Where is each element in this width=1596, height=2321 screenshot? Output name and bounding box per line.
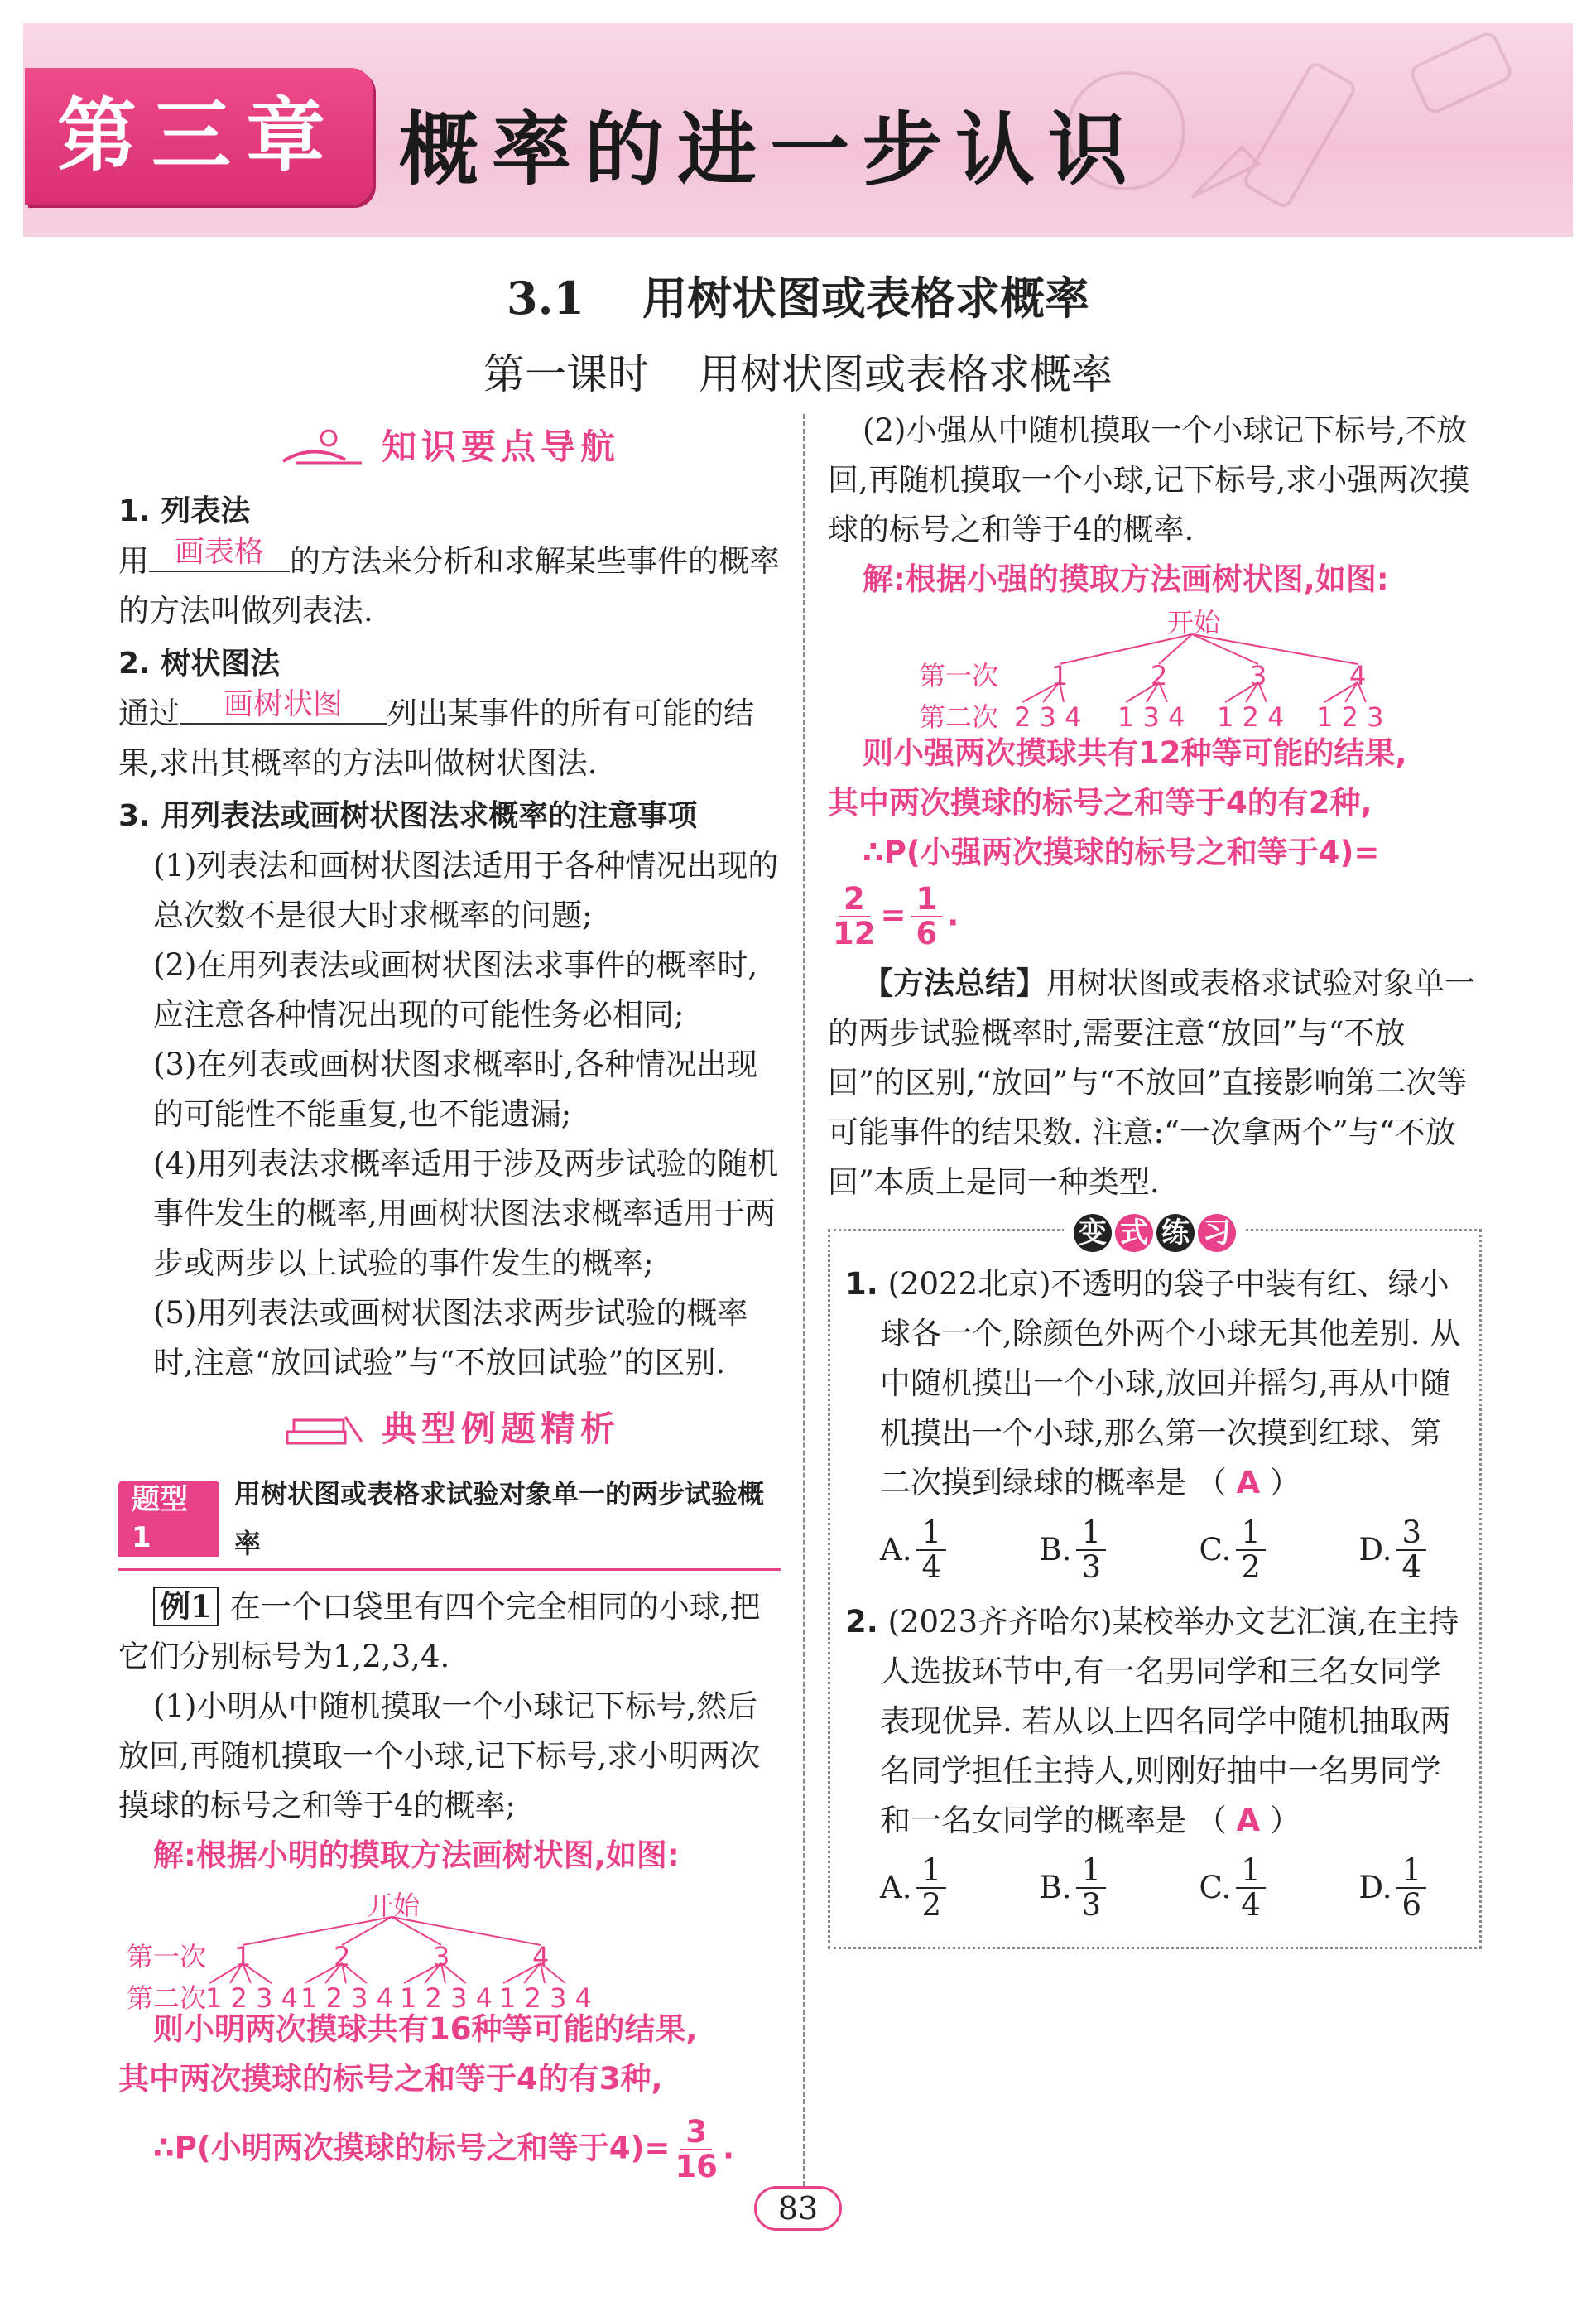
option[interactable]: D. $\frac{3}{4}$ [1358,1516,1431,1584]
tree-level-2: 第二次 [919,701,999,733]
method-summary: 【方法总结】用树状图或表格求试验对象单一的两步试验概率时,需要注意“放回”与“不放回”的区别,“放回”与“不放回”直接影响第二次等可能事件的结果数. 注意:“一次拿两个”与“不放回”本质上是同一种类型. [828,965,1475,1200]
solution-line: 其中两次摸球的标号之和等于4的有3种, [118,2061,663,2097]
item-title: 1. 列表法 [118,494,251,528]
examples-heading: 典型例题精析 [118,1404,781,1454]
chapter-number: 第三章 [25,68,373,205]
options-1 [845,1508,1464,1597]
tree-node: 3 [1250,660,1267,691]
solution-line: 则小强两次摸球共有12种等可能的结果, [863,735,1407,771]
solution-line: 其中两次摸球的标号之和等于4的有2种, [828,785,1372,821]
page-number: 83 [0,2186,1596,2231]
tree-node: 2 [334,1941,351,1972]
tree-level-1: 第一次 [127,1941,207,1972]
tree-start: 开始 [1167,607,1221,638]
lesson-title [0,341,1596,401]
knowledge-heading: 知识要点导航 [118,422,781,472]
option[interactable]: B. $\frac{1}{3}$ [1040,1854,1112,1922]
tree-leaves: 1 2 3 [1316,701,1384,733]
note-item: (1)列表法和画树状图法适用于各种情况出现的总次数不是很大时求概率的问题; [153,848,779,933]
section-name: 用树状图或表格求概率 [642,272,1089,325]
chapter-title: 概率的进一步认识 [399,104,1141,196]
practice-question-1: 1. (2022北京)不透明的袋子中装有红、绿小球各一个,除颜色外两个小球无其他差别. 从中随机摸出一个小球,放回并摇匀,再从中随机摸出一个小球,那么第一次摸到红球、第二次摸到绿球的概率是 （ A ） [845,1266,1461,1500]
tree-node: 1 [1051,660,1069,691]
type-text: 用树状图或表格求试验对象单一的两步试验概率 [234,1478,765,1559]
left-column [118,422,781,2184]
tree-leaves: 1 3 4 [1118,701,1185,733]
note-item: (3)在列表或画树状图求概率时,各种情况出现的可能性不能重复,也不能遗漏; [153,1047,758,1132]
type-tag: 题型1 [118,1481,219,1557]
example-question-2: (2)小强从中随机摸取一个小球记下标号,不放回,再随机摸取一个小球,记下标号,求小强两次摸球的标号之和等于4的概率. [828,412,1470,547]
section-title [0,263,1596,327]
fraction-denominator: 16 [675,2149,718,2184]
tree-diagram-2 [828,604,1482,733]
reading-girl-icon [279,426,370,468]
tree-leaves: 1 2 3 4 [499,1982,592,2014]
tree-start: 开始 [367,1890,421,1921]
practice-tag: 变 式 练 习 [1064,1208,1246,1258]
solution-line: 则小明两次摸球共有16种等可能的结果, [153,2011,698,2047]
solution-fraction: $\frac{2}{12}$ = $\frac{1}{6}$ . [833,881,959,951]
tree-node: 1 [234,1941,252,1972]
tree-leaves: 1 2 3 4 [205,1982,298,2014]
tree-leaves: 2 3 4 [1014,701,1082,733]
question-type-bar [118,1469,781,1571]
practice-question-2: 2. (2023齐齐哈尔)某校举办文艺汇演,在主持人选拔环节中,有一名男同学和三名女同学表现优异. 若从以上四名同学中随机抽取两名同学担任主持人,则刚好抽中一名男同学和一名女同学的概率是 （ A ） [845,1604,1459,1838]
option[interactable]: B. $\frac{1}{3}$ [1040,1516,1112,1584]
column-divider [803,414,805,2186]
solution-intro: 解:根据小明的摸取方法画树状图,如图: [153,1837,680,1873]
tree-node: 4 [1349,660,1367,691]
item-text: 用 画表格 的方法来分析和求解某些事件的概率的方法叫做列表法. [118,535,780,628]
tree-leaves: 1 2 4 [1217,701,1285,733]
tree-leaves: 1 2 3 4 [300,1982,393,2014]
tree-level-2: 第二次 [127,1982,207,2014]
note-item: (5)用列表法或画树状图法求两步试验的概率时,注意“放回试验”与“不放回试验”的区别. [153,1295,748,1380]
section-number: 3.1 [507,272,584,325]
fraction-numerator: 3 [680,2116,712,2150]
tree-node: 3 [433,1941,450,1972]
option[interactable]: C. $\frac{1}{4}$ [1199,1854,1271,1922]
solution-result: ∴P(小明两次摸球的标号之和等于4)= $\frac{3}{16}$ . [153,2114,734,2184]
item-title: 2. 树状图法 [118,647,281,681]
options-2 [845,1846,1464,1935]
example-tag: 例1 [153,1587,219,1626]
lesson-name: 用树状图或表格求概率 [699,350,1113,398]
answer-blank: 画树状图 [180,686,387,725]
note-item: (4)用列表法求概率适用于涉及两步试验的随机事件发生的概率,用画树状图法求概率适用于两步或两步以上试验的事件发生的概率; [153,1146,779,1281]
example-question-1: (1)小明从中随机摸取一个小球记下标号,然后放回,再随机摸取一个小球,记下标号,求小明两次摸球的标号之和等于4的概率; [118,1688,761,1823]
method-label: 【方法总结】 [863,965,1046,1001]
tree-node: 2 [1151,660,1168,691]
tree-node: 4 [532,1941,550,1972]
solution-intro: 解:根据小强的摸取方法画树状图,如图: [863,561,1389,597]
practice-box [828,1216,1482,1949]
option[interactable]: C. $\frac{1}{2}$ [1199,1516,1271,1584]
tree-leaves: 1 2 3 4 [400,1982,493,2014]
note-item: (2)在用列表法或画树状图法求事件的概率时,应注意各种情况出现的可能性务必相同; [153,947,758,1033]
item-text: 通过 画树状图 列出某事件的所有可能的结果,求出其概率的方法叫做树状图法. [118,687,754,781]
option[interactable]: A. $\frac{1}{2}$ [880,1854,951,1922]
right-column [828,406,1482,1949]
tree-diagram-1 [118,1880,781,2014]
answer: A [1236,1803,1261,1838]
books-icon [279,1408,370,1450]
answer-blank: 画表格 [149,534,290,572]
option[interactable]: D. $\frac{1}{6}$ [1358,1854,1431,1922]
answer: A [1236,1465,1261,1500]
solution-result: ∴P(小强两次摸球的标号之和等于4)= [863,835,1380,870]
item-title: 3. 用列表法或画树状图法求概率的注意事项 [118,799,698,833]
lesson-label: 第一课时 [483,350,649,398]
option[interactable]: A. $\frac{1}{4}$ [880,1516,951,1584]
tree-level-1: 第一次 [919,660,999,691]
example-statement: 例1 在一个口袋里有四个完全相同的小球,把它们分别标号为1,2,3,4. [118,1588,761,1674]
